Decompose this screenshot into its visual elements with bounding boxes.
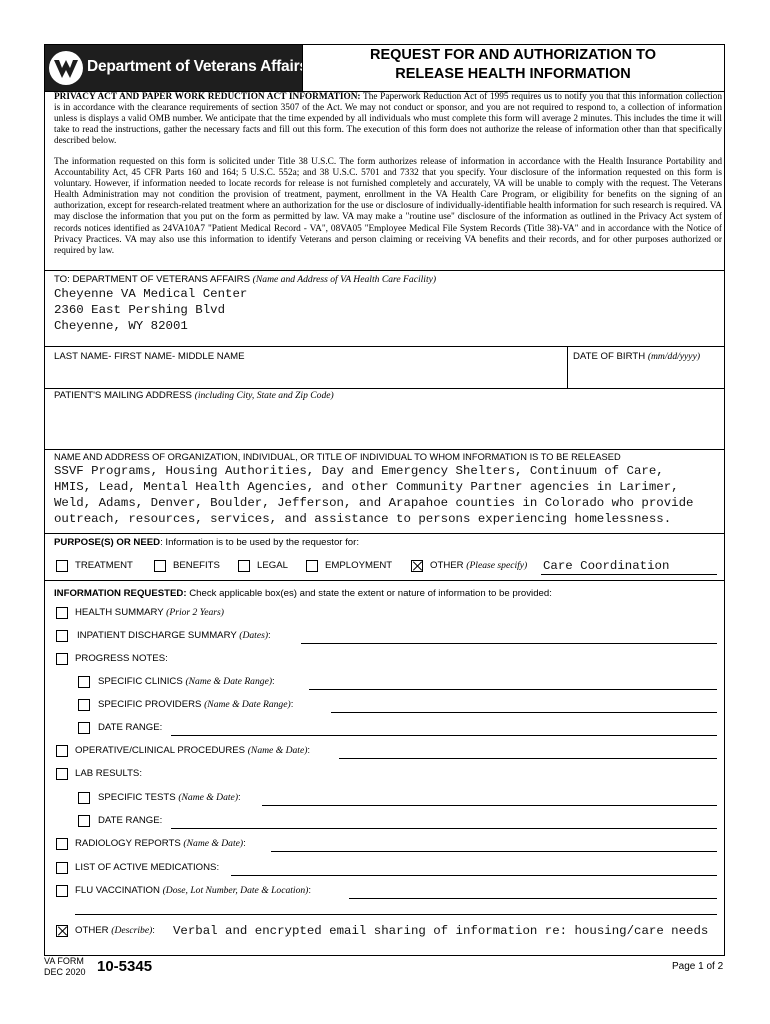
mailing-address-hint: (including City, State and Zip Code): [194, 390, 334, 401]
other-purpose-checkbox[interactable]: [411, 560, 423, 572]
footer-form-label: [44, 956, 86, 978]
divider: [567, 346, 568, 388]
medications-label: LIST OF ACTIVE MEDICATIONS:: [75, 862, 220, 873]
inpatient-label: INPATIENT DISCHARGE SUMMARY (Dates):: [77, 630, 271, 641]
recipient-line-4[interactable]: outreach, resources, services, and assistance to persons experiencing homelessness.: [54, 512, 672, 526]
recipient-line-1[interactable]: SSVF Programs, Housing Authorities, Day and Emergency Shelters, Continuum of Care,: [54, 464, 664, 478]
patient-name-label: LAST NAME- FIRST NAME- MIDDLE NAME: [54, 351, 245, 362]
specific-tests-field[interactable]: [262, 805, 717, 806]
divider: [44, 270, 725, 271]
specific-tests-checkbox[interactable]: [78, 792, 90, 804]
legal-label: LEGAL: [257, 560, 288, 571]
footer-va-form: VA FORM: [44, 956, 84, 966]
specific-providers-checkbox[interactable]: [78, 699, 90, 711]
flu-label: FLU VACCINATION (Dose, Lot Number, Date & Location):: [75, 885, 312, 896]
purpose-label: [54, 537, 359, 548]
dob-label: [573, 351, 700, 362]
privacy-text-1: The Paperwork Reduction Act of 1995 requires us to notify you that this information collection is in accordance with the clearance requirements of section 3507 of the Act. We may not conduct or sponsor, and you are not required to respond to, a collection of information unless is displays a valid OMB number. We anticipate that the time expended by all individuals who must complete this form will average 2 minutes. This includes the time it will take to read the instructions, gather the necessary facts and fill out this form. The execution of this form does not authorize the release of information other than that specifically described below.: [54, 92, 723, 147]
benefits-label: BENEFITS: [173, 560, 220, 571]
flu-field-line2[interactable]: [75, 914, 717, 915]
va-logo: [45, 45, 308, 91]
other-info-hint: (Describe): [111, 925, 153, 936]
specific-tests-text: SPECIFIC TESTS: [98, 792, 176, 803]
treatment-checkbox[interactable]: [56, 560, 68, 572]
other-purpose-field[interactable]: Care Coordination: [543, 559, 670, 573]
operative-label: OPERATIVE/CLINICAL PROCEDURES (Name & Date):: [75, 745, 311, 756]
other-info-field[interactable]: Verbal and encrypted email sharing of information re: housing/care needs: [173, 924, 709, 938]
agency-name: Department of Veterans Affairs: [87, 58, 308, 75]
mailing-address-label-text: PATIENT'S MAILING ADDRESS: [54, 390, 192, 401]
date-range-checkbox[interactable]: [78, 722, 90, 734]
privacy-heading: PRIVACY ACT AND PAPER WORK REDUCTION ACT INFORMATION:: [54, 92, 361, 102]
info-requested-label-rest: Check applicable box(es) and state the extent or nature of information to be provided:: [189, 588, 552, 599]
form-title-line2: RELEASE HEALTH INFORMATION: [395, 66, 631, 82]
divider: [44, 346, 725, 347]
radiology-label: RADIOLOGY REPORTS (Name & Date):: [75, 838, 246, 849]
page-number: Page 1 of 2: [672, 961, 724, 972]
treatment-label: TREATMENT: [75, 560, 133, 571]
inpatient-field[interactable]: [301, 643, 717, 644]
purpose-label-bold: PURPOSE(S) OR NEED: [54, 537, 161, 548]
other-purpose-hint: (Please specify): [466, 560, 528, 571]
va-seal-icon: [49, 51, 83, 85]
to-label-hint: (Name and Address of VA Health Care Facility): [252, 274, 437, 285]
benefits-checkbox[interactable]: [154, 560, 166, 572]
specific-providers-label: SPECIFIC PROVIDERS (Name & Date Range):: [98, 699, 294, 710]
radiology-hint: (Name & Date): [183, 838, 244, 849]
medications-checkbox[interactable]: [56, 862, 68, 874]
specific-clinics-label: SPECIFIC CLINICS (Name & Date Range):: [98, 676, 275, 687]
radiology-text: RADIOLOGY REPORTS: [75, 838, 181, 849]
lab-date-range-field[interactable]: [171, 828, 717, 829]
lab-date-range-checkbox[interactable]: [78, 815, 90, 827]
facility-street[interactable]: 2360 East Pershing Blvd: [54, 303, 226, 317]
medications-field[interactable]: [231, 875, 717, 876]
inpatient-hint: (Dates): [239, 630, 269, 641]
specific-clinics-hint: (Name & Date Range): [185, 676, 273, 687]
operative-checkbox[interactable]: [56, 745, 68, 757]
info-requested-label: [54, 588, 552, 599]
legal-checkbox[interactable]: [238, 560, 250, 572]
operative-field[interactable]: [339, 758, 717, 759]
specific-providers-text: SPECIFIC PROVIDERS: [98, 699, 202, 710]
flu-text: FLU VACCINATION: [75, 885, 160, 896]
lab-results-checkbox[interactable]: [56, 768, 68, 780]
divider: [44, 388, 725, 389]
footer-date: DEC 2020: [44, 967, 86, 978]
specific-clinics-text: SPECIFIC CLINICS: [98, 676, 183, 687]
specific-tests-hint: (Name & Date): [178, 792, 239, 803]
recipient-line-3[interactable]: Weld, Adams, Denver, Boulder, Jefferson, and Arapahoe counties in Colorado who provide: [54, 496, 694, 510]
facility-city[interactable]: Cheyenne, WY 82001: [54, 319, 188, 333]
employment-checkbox[interactable]: [306, 560, 318, 572]
inpatient-text: INPATIENT DISCHARGE SUMMARY: [77, 630, 237, 641]
to-label: [54, 274, 436, 285]
mailing-address-label: [54, 390, 334, 401]
specific-clinics-field[interactable]: [309, 689, 717, 690]
other-purpose-label: [430, 560, 527, 571]
lab-results-label: LAB RESULTS:: [75, 768, 143, 779]
operative-hint: (Name & Date): [247, 745, 308, 756]
employment-label: EMPLOYMENT: [325, 560, 393, 571]
health-summary-text: HEALTH SUMMARY: [75, 607, 164, 618]
privacy-paragraph-2: The information requested on this form is solicited under Title 38 U.S.C. The form authorizes release of information in accordance with the Health Insurance Portability and Accountability Act, 45 CFR Parts 160 and 164; 5 U.S.C. 552a; and 38 U.S.C. 5701 and 7332 that you specify. Your disclosure of the information requested on this form is voluntary. However, if information needed to locate records for release is not furnished completely and accurately, VA will be unable to comply with the request. The Veterans Health Administration may not condition the provision of treatment, payment, enrollment in the VA Health Care Program, or eligibility for benefits on the signing of an authorization, except for research-related treatment where an authorization for the use or disclosure of individually-identifiable health information for such research is required. VA may disclose the information that you put on the form as permitted by law. VA may make a "routine use" disclosure of the information as outlined in the Privacy Act system of records notices identified as 24VA10A7 "Patient Medical Record - VA", 08VA05 "Employee Medical File System Records (Title 38)-VA" and in accordance with the Notice of Privacy Practices. VA may also use this information to identify Veterans and person claiming or receiving VA benefits and their records, and for other purposes authorized or required by law.: [54, 157, 722, 256]
recipient-label: NAME AND ADDRESS OF ORGANIZATION, INDIVIDUAL, OR TITLE OF INDIVIDUAL TO WHOM INFORMATION IS TO BE RELEASED: [54, 452, 621, 462]
specific-clinics-checkbox[interactable]: [78, 676, 90, 688]
divider: [44, 580, 725, 581]
operative-text: OPERATIVE/CLINICAL PROCEDURES: [75, 745, 246, 756]
recipient-line-2[interactable]: HMIS, Lead, Mental Health Agencies, and other Community Partner agencies in Larimer,: [54, 480, 679, 494]
other-purpose-label-text: OTHER: [430, 560, 464, 571]
health-summary-checkbox[interactable]: [56, 607, 68, 619]
form-title-line1: REQUEST FOR AND AUTHORIZATION TO: [370, 47, 656, 63]
other-info-checkbox[interactable]: [56, 925, 68, 937]
progress-notes-checkbox[interactable]: [56, 653, 68, 665]
privacy-paragraph-1: [54, 92, 722, 147]
specific-providers-hint: (Name & Date Range): [204, 699, 291, 710]
progress-notes-label: PROGRESS NOTES:: [75, 653, 168, 664]
lab-date-range-label: DATE RANGE:: [98, 815, 163, 826]
flu-checkbox[interactable]: [56, 885, 68, 897]
dob-label-text: DATE OF BIRTH: [573, 351, 646, 362]
divider: [44, 449, 725, 450]
facility-name[interactable]: Cheyenne VA Medical Center: [54, 287, 248, 301]
dob-hint: (mm/dd/yyyy): [647, 351, 701, 362]
underline: [541, 574, 717, 575]
health-summary-label: [75, 607, 224, 618]
radiology-field[interactable]: [271, 851, 717, 852]
purpose-label-rest: : Information is to be used by the requestor for:: [160, 537, 360, 548]
specific-tests-label: SPECIFIC TESTS (Name & Date):: [98, 792, 241, 803]
to-label-text: TO: DEPARTMENT OF VETERANS AFFAIRS: [54, 274, 250, 285]
radiology-checkbox[interactable]: [56, 838, 68, 850]
date-range-label: DATE RANGE:: [98, 722, 163, 733]
specific-providers-field[interactable]: [331, 712, 717, 713]
other-info-label: OTHER (Describe):: [75, 925, 155, 936]
divider: [44, 533, 725, 534]
date-range-field[interactable]: [171, 735, 717, 736]
form-number: 10-5345: [97, 958, 153, 975]
flu-hint: (Dose, Lot Number, Date & Location): [162, 885, 309, 896]
inpatient-checkbox[interactable]: [56, 630, 68, 642]
health-summary-hint: (Prior 2 Years): [166, 607, 224, 618]
form-title: [302, 46, 724, 84]
info-requested-label-bold: INFORMATION REQUESTED:: [54, 588, 187, 599]
other-info-text: OTHER: [75, 925, 109, 936]
flu-field[interactable]: [349, 898, 717, 899]
